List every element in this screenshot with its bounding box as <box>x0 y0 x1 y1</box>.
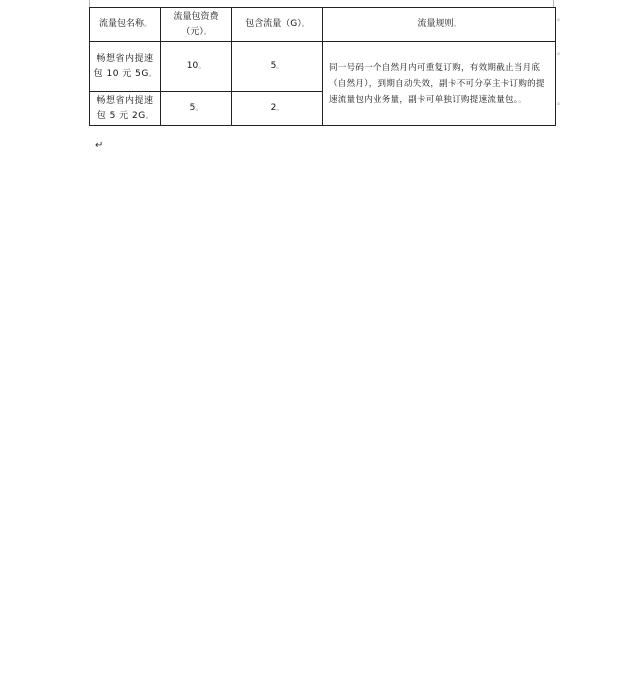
header-cell-included-traffic[interactable]: 包含流量（G）。 <box>232 8 323 42</box>
cell-package-name[interactable]: 畅想省内提速包 5 元 2G。 <box>90 92 161 126</box>
cell-package-fee[interactable]: 5。 <box>161 92 232 126</box>
cell-traffic-rules[interactable]: 同一号码一个自然月内可重复订购，有效期截止当月底（自然月），到期自动失效，副卡不可分享主卡订购的提速流量包内业务量，副卡可单独订购提速流量包。。 <box>323 42 556 126</box>
row-end-mark: 。 <box>557 97 565 106</box>
header-cell-traffic-rules[interactable]: 流量规则。 <box>323 8 556 42</box>
paragraph-mark: ↵ <box>95 140 104 151</box>
traffic-package-table <box>89 7 556 126</box>
cell-package-name[interactable]: 畅想省内提速包 10 元 5G。 <box>90 42 161 92</box>
row-end-mark: 。 <box>557 13 565 22</box>
header-cell-package-name[interactable]: 流量包名称。 <box>90 8 161 42</box>
row-end-mark: 。 <box>557 47 565 56</box>
header-cell-package-fee[interactable]: 流量包资费（元）。 <box>161 8 232 42</box>
cell-package-fee[interactable]: 10。 <box>161 42 232 92</box>
cell-included-traffic[interactable]: 5。 <box>232 42 323 92</box>
table-row <box>90 42 556 92</box>
cell-included-traffic[interactable]: 2。 <box>232 92 323 126</box>
table-header-row <box>90 8 556 42</box>
